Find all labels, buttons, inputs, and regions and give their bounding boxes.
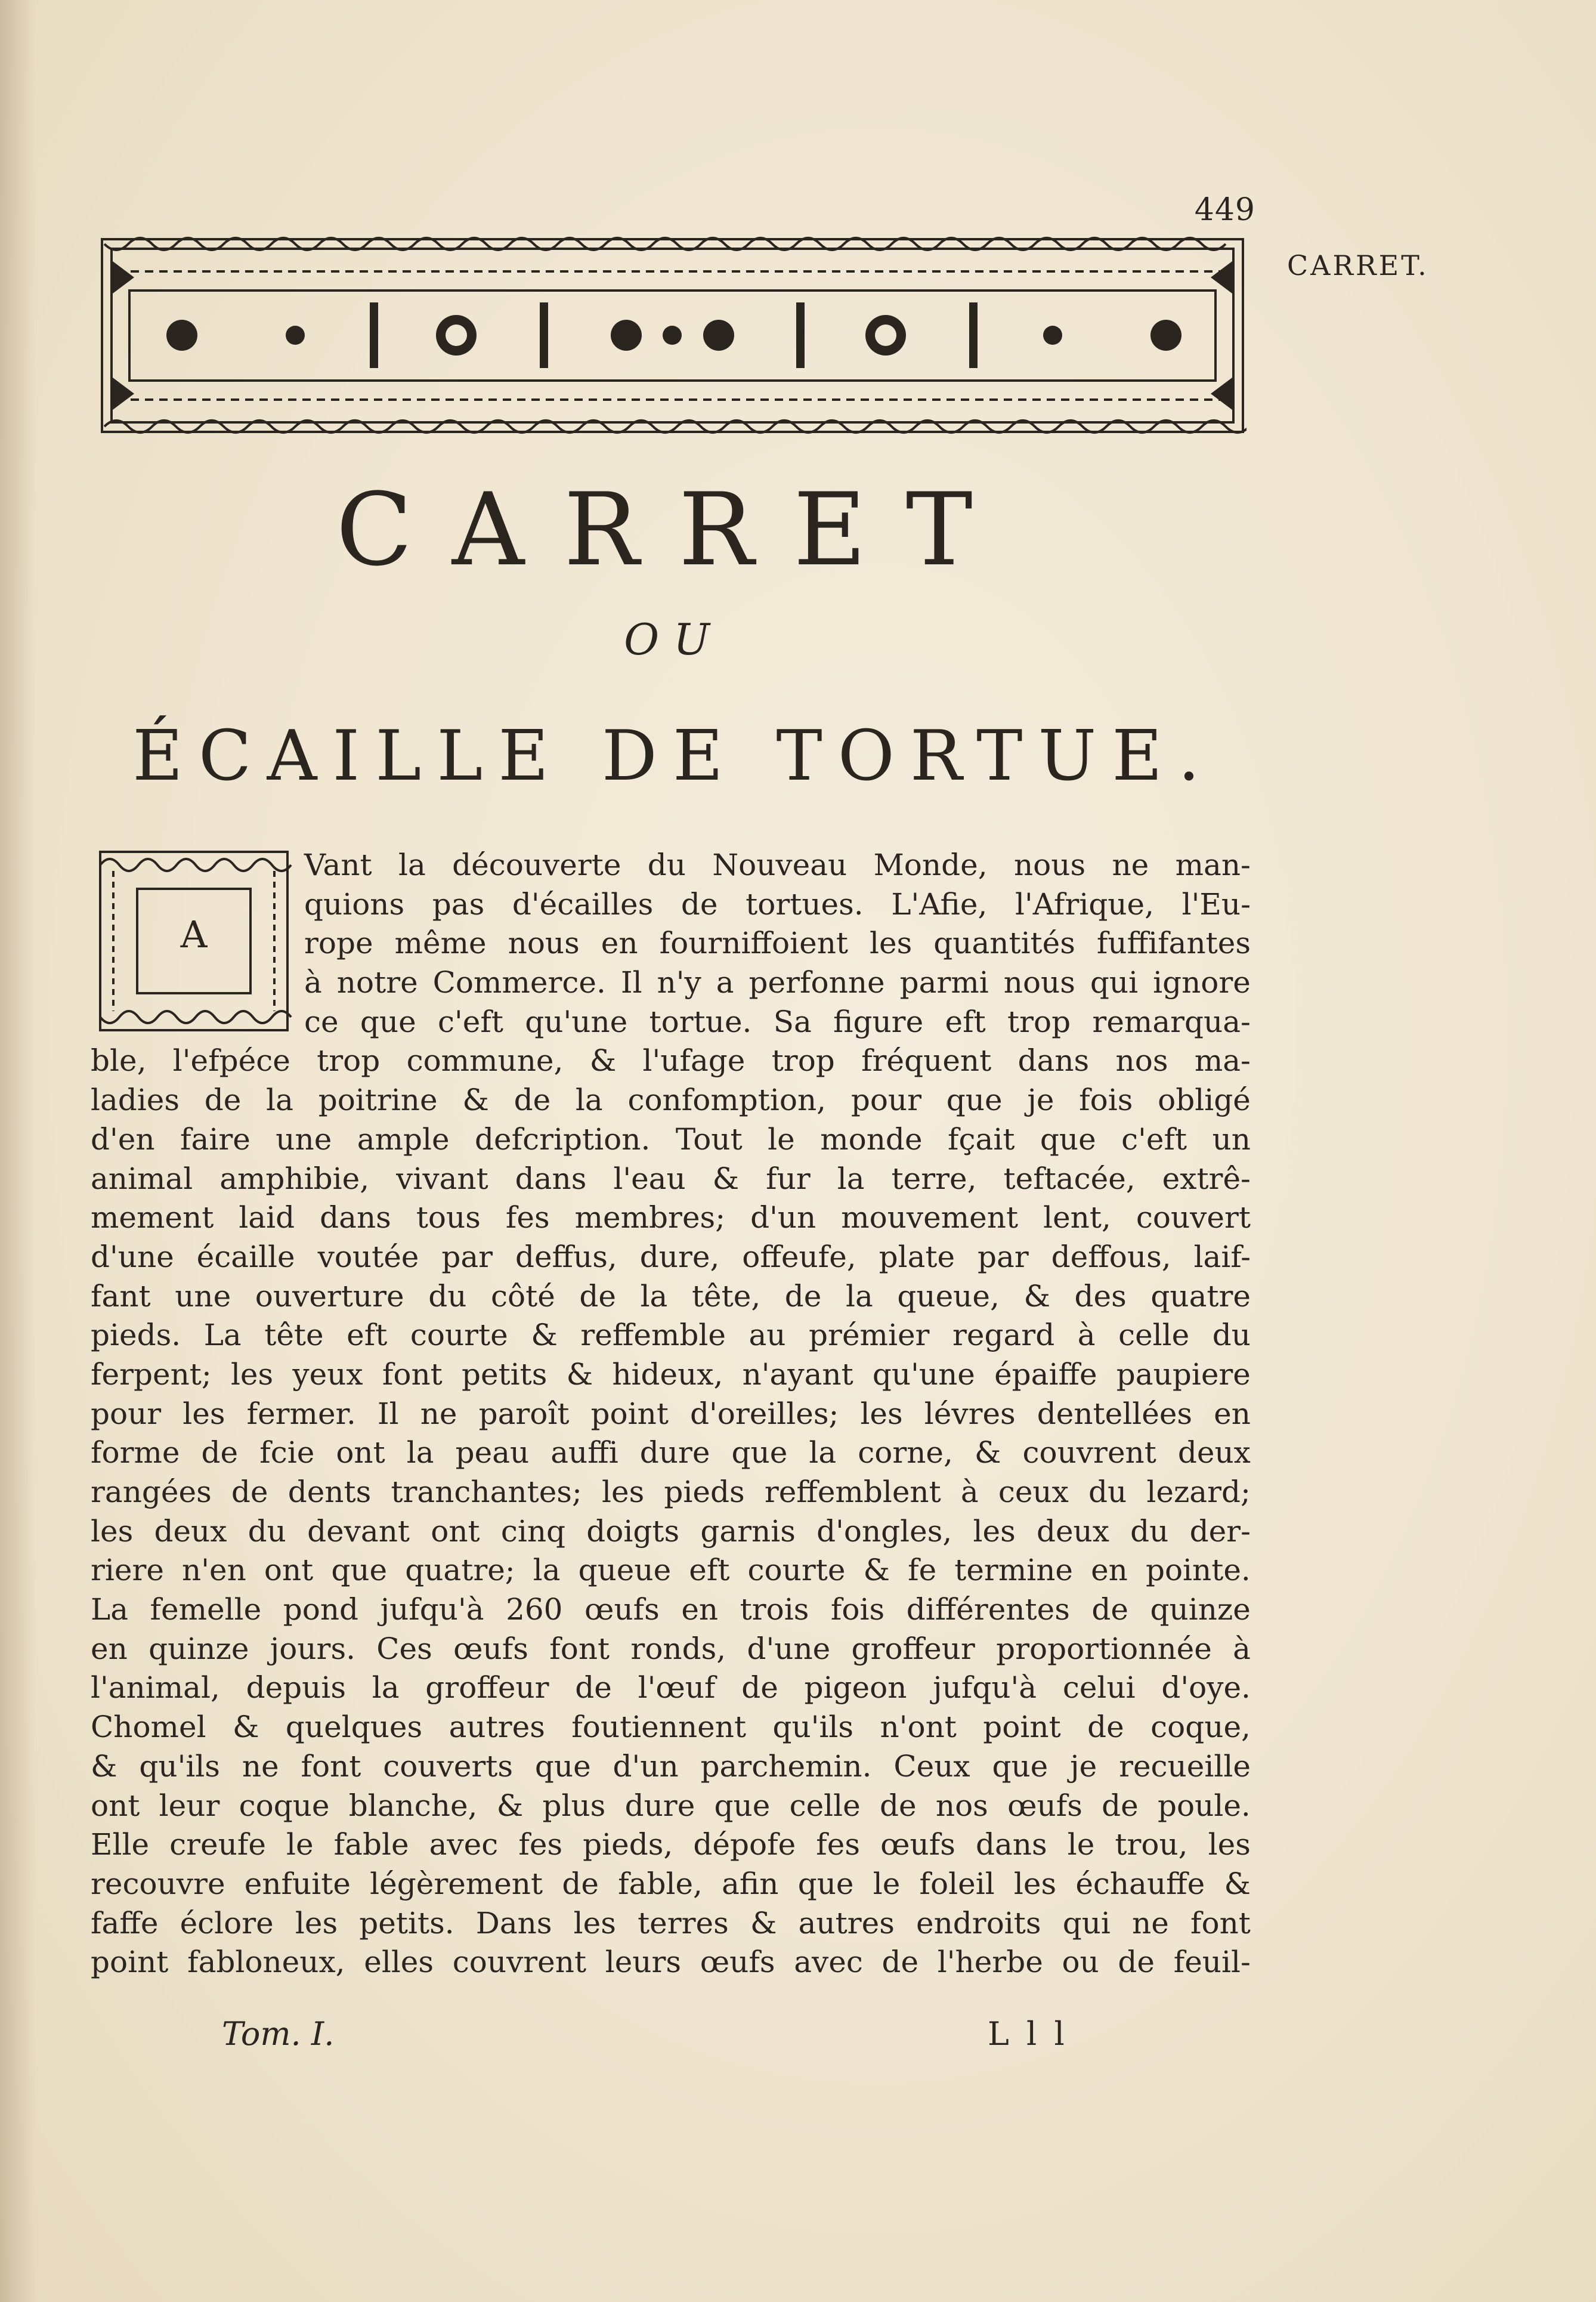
page-title: CARRET bbox=[336, 471, 1012, 588]
text-line: mement laid dans tous fes membres; d'un mouvement lent, couvert bbox=[91, 1200, 1251, 1235]
text-line: les deux du devant ont cinq doigts garnis d'ongles, les deux du der- bbox=[91, 1513, 1251, 1549]
text-line: l'animal, depuis la groffeur de l'œuf de pigeon jufqu'à celui d'oye. bbox=[91, 1670, 1251, 1705]
running-head: CARRET. bbox=[1287, 249, 1429, 282]
text-line: Vant la découverte du Nouveau Monde, nous ne man- bbox=[304, 848, 1251, 882]
text-line: d'une écaille voutée par deffus, dure, offeufe, plate par deffous, laif- bbox=[91, 1239, 1251, 1274]
text-line: Chomel & quelques autres foutiennent qu'ils n'ont point de coque, bbox=[91, 1710, 1251, 1745]
text-line: La femelle pond jufqu'à 260 œufs en trois fois différentes de quinze bbox=[91, 1592, 1251, 1627]
text-line: d'en faire une ample defcription. Tout le monde fçait que c'eft un bbox=[91, 1121, 1251, 1157]
page-subtitle: ÉCAILLE DE TORTUE. bbox=[132, 716, 1215, 796]
text-line: rope même nous en fourniffoient les quantités fuffifantes bbox=[304, 926, 1251, 961]
title-conjunction: OU bbox=[624, 614, 724, 665]
footer-volume: Tom. I. bbox=[222, 2015, 335, 2053]
text-line: point fabloneux, elles couvrent leurs œufs avec de l'herbe ou de feuil- bbox=[91, 1945, 1251, 1980]
footer-signature: L l l bbox=[988, 2015, 1068, 2053]
text-line: Elle creufe le fable avec fes pieds, dépofe fes œufs dans le trou, les bbox=[91, 1827, 1251, 1862]
text-line: & qu'ils ne font couverts que d'un parchemin. Ceux que je recueille bbox=[91, 1748, 1251, 1784]
text-line: à notre Commerce. Il n'y a perfonne parmi nous qui ignore bbox=[304, 965, 1251, 1000]
text-line: en quinze jours. Ces œufs font ronds, d'une groffeur proportionnée à bbox=[91, 1631, 1251, 1666]
text-line: pieds. La tête eft courte & reffemble au prémier regard à celle du bbox=[91, 1318, 1251, 1353]
text-line: recouvre enfuite légèrement de fable, afin que le foleil les échauffe & bbox=[91, 1866, 1251, 1901]
text-line: riere n'en ont que quatre; la queue eft courte & fe termine en pointe. bbox=[91, 1553, 1251, 1588]
gutter-shadow bbox=[0, 0, 36, 2302]
ornamental-headpiece bbox=[98, 236, 1247, 435]
text-line: pour les fermer. Il ne paroît point d'oreilles; les lévres dentellées en bbox=[91, 1396, 1251, 1431]
text-line: rangées de dents tranchantes; les pieds reffemblent à ceux du lezard; bbox=[91, 1475, 1251, 1509]
text-line: ladies de la poitrine & de la confomption, pour que je fois obligé bbox=[91, 1083, 1251, 1118]
text-line: faffe éclore les petits. Dans les terres & autres endroits qui ne font bbox=[91, 1905, 1251, 1941]
headpiece-ornament-icon bbox=[98, 236, 1247, 435]
text-line: forme de fcie ont la peau auffi dure que la corne, & couvrent deux bbox=[91, 1435, 1251, 1470]
text-line: quions pas d'écailles de tortues. L'Afie, l'Afrique, l'Eu- bbox=[304, 886, 1251, 922]
page-number: 449 bbox=[1194, 192, 1255, 228]
text-line: fant une ouverture du côté de la tête, de la queue, & des quatre bbox=[91, 1278, 1251, 1314]
text-line: ble, l'efpéce trop commune, & l'ufage trop fréquent dans nos ma- bbox=[91, 1043, 1251, 1079]
text-line: ont leur coque blanche, & plus dure que celle de nos œufs de poule. bbox=[91, 1788, 1251, 1823]
drop-initial-letter: A bbox=[180, 913, 208, 956]
text-line: ce que c'eft qu'une tortue. Sa figure eft trop remarqua- bbox=[304, 1004, 1251, 1039]
text-line: ferpent; les yeux font petits & hideux, n'ayant qu'une épaiffe paupiere bbox=[91, 1357, 1251, 1392]
body-text bbox=[91, 846, 1251, 1982]
text-line: animal amphibie, vivant dans l'eau & fur la terre, teftacée, extrê- bbox=[91, 1161, 1251, 1196]
